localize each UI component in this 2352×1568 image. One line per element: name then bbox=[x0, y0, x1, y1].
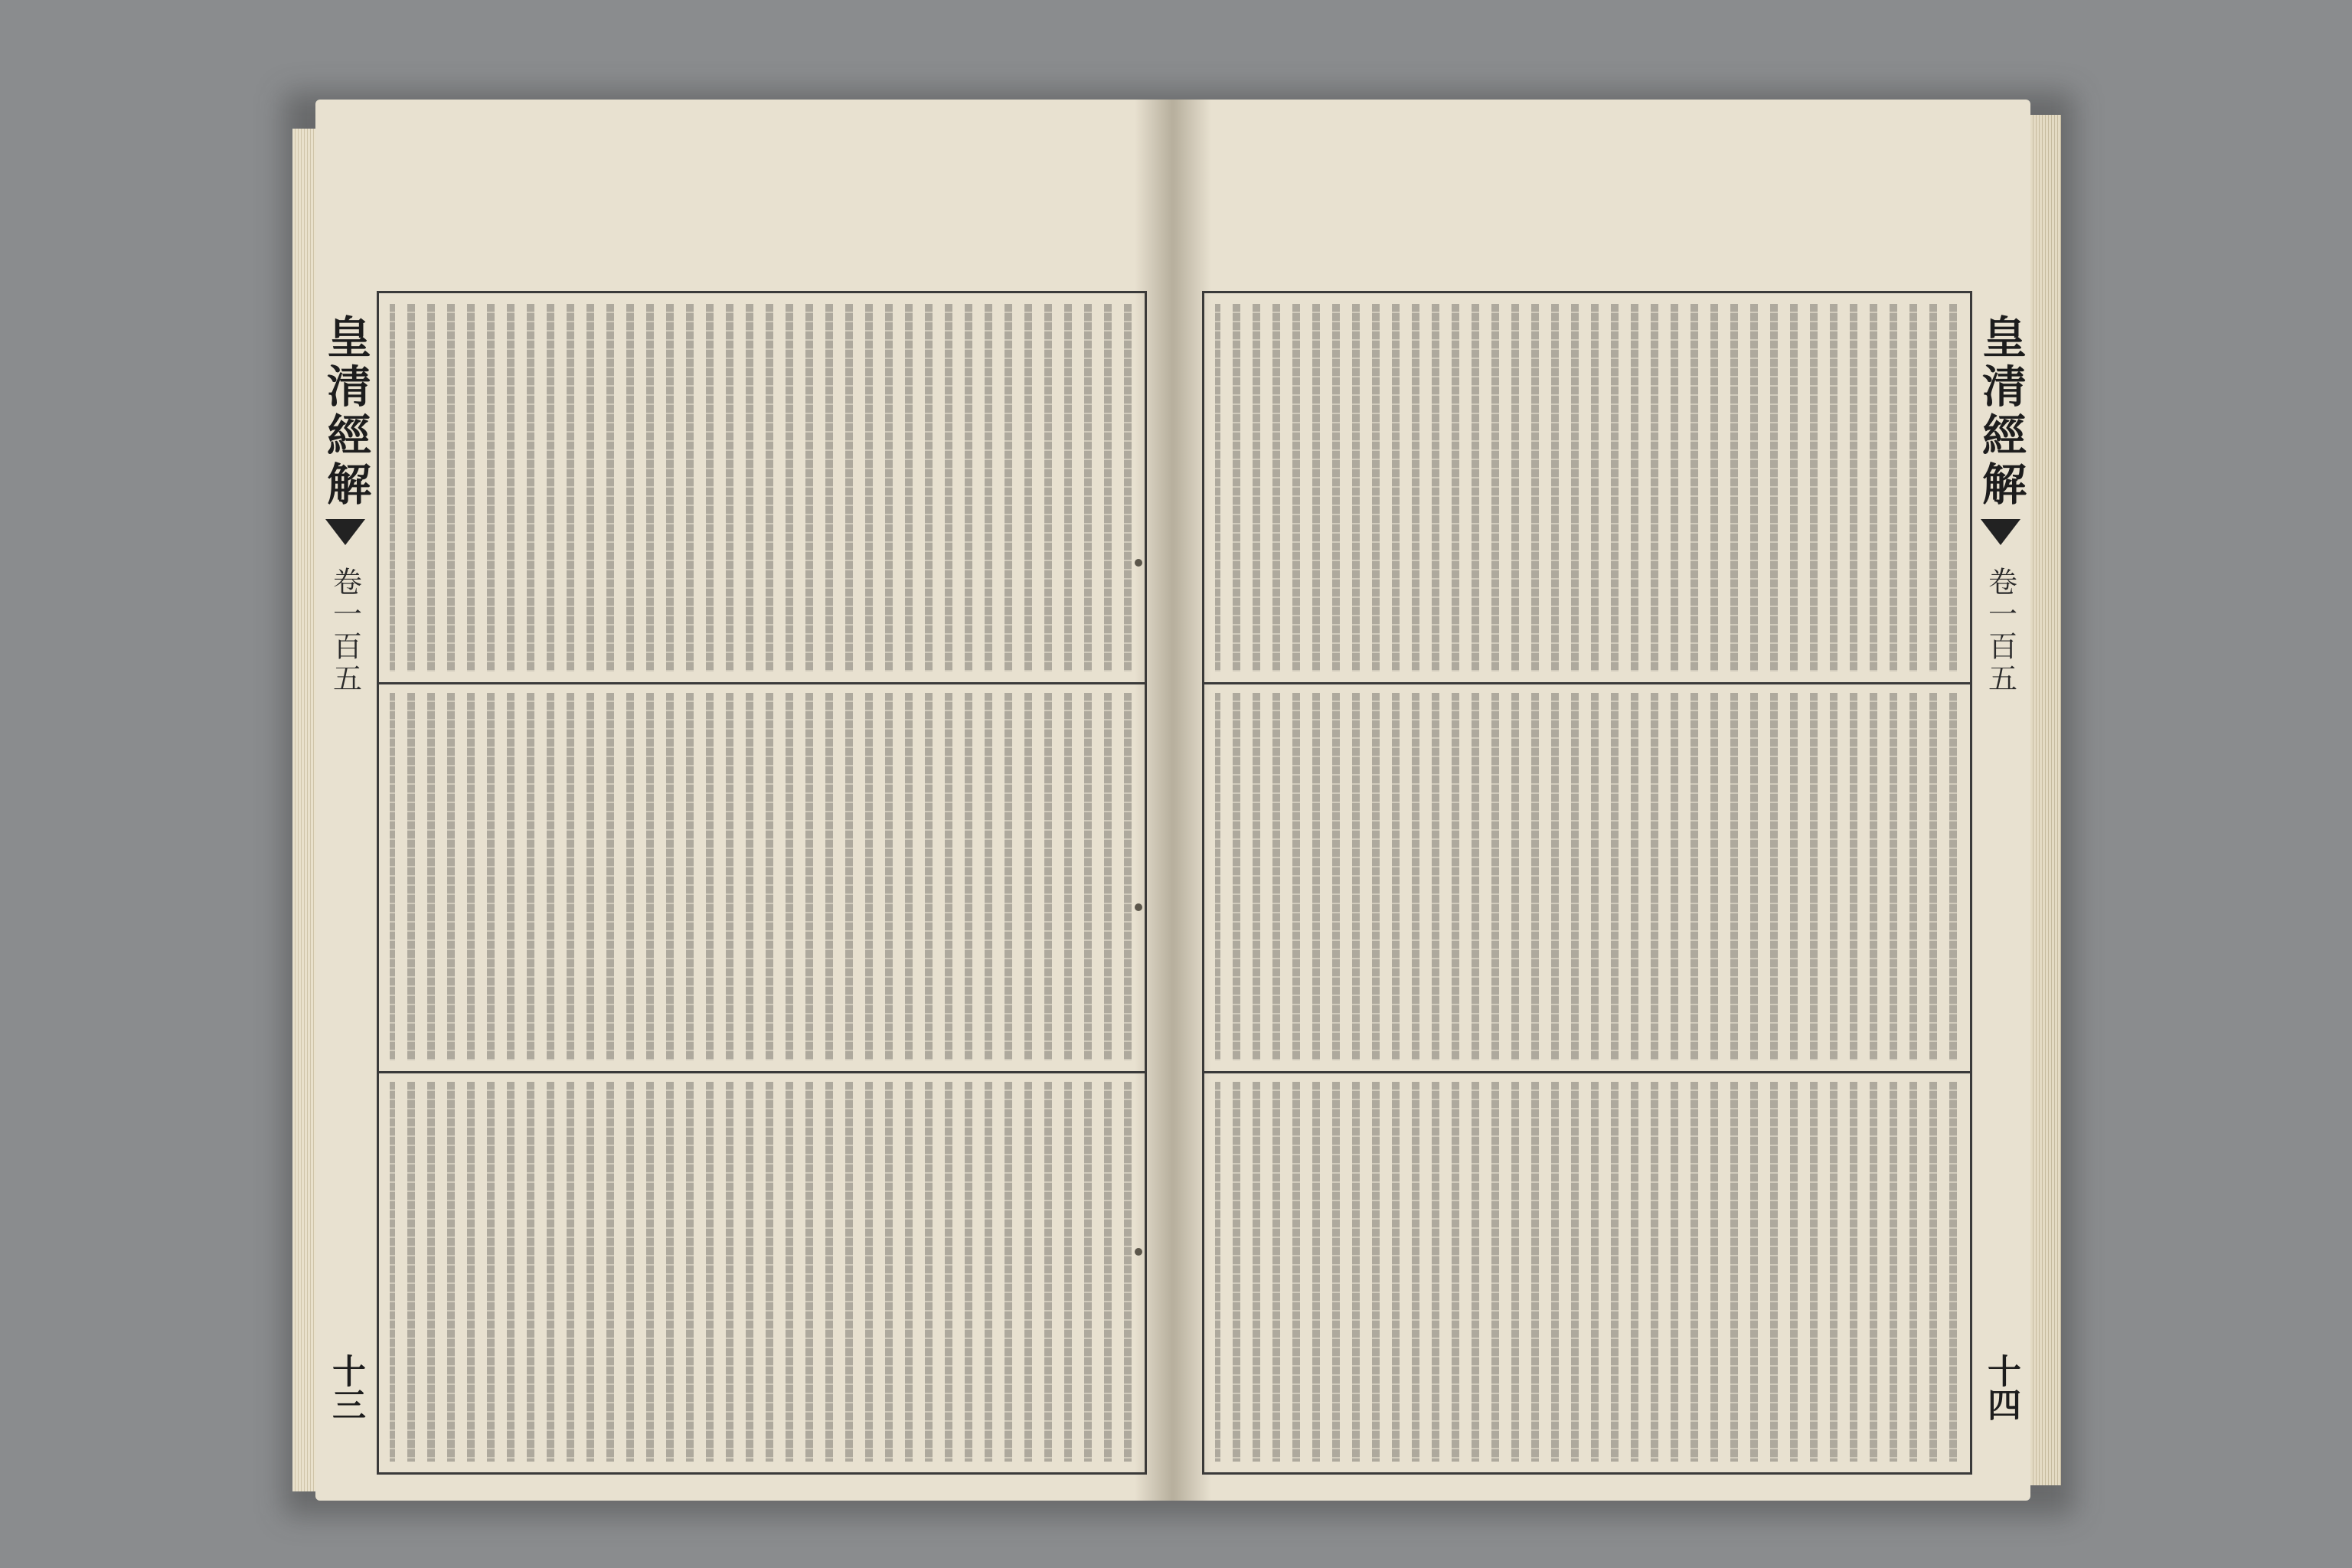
text-columns bbox=[390, 304, 1134, 671]
fish-tail-mark bbox=[325, 519, 365, 545]
right-section-bottom bbox=[1204, 1071, 1970, 1472]
right-page-number: 十四 bbox=[1981, 1354, 2020, 1421]
fish-tail-mark bbox=[1981, 519, 2020, 545]
text-columns bbox=[390, 1082, 1134, 1462]
text-columns bbox=[390, 693, 1134, 1060]
text-columns bbox=[1215, 1082, 1959, 1462]
left-page bbox=[315, 100, 1173, 1501]
right-text-frame bbox=[1202, 291, 1972, 1475]
left-margin-title: 皇清經解 bbox=[319, 314, 371, 510]
right-margin-title: 皇清經解 bbox=[1975, 314, 2027, 510]
right-page bbox=[1173, 100, 2030, 1501]
left-page-number: 十三 bbox=[326, 1354, 365, 1421]
text-columns bbox=[1215, 304, 1959, 671]
text-columns bbox=[1215, 693, 1959, 1060]
left-section-middle bbox=[379, 682, 1145, 1071]
right-section-top bbox=[1204, 293, 1970, 682]
left-text-frame bbox=[377, 291, 1147, 1475]
left-page-margin bbox=[315, 291, 375, 1475]
book-gutter bbox=[1135, 100, 1211, 1501]
left-margin-volume: 卷一百五 bbox=[328, 567, 362, 695]
right-section-middle bbox=[1204, 682, 1970, 1071]
left-section-top bbox=[379, 293, 1145, 682]
right-margin-volume: 卷一百五 bbox=[1983, 567, 2017, 695]
left-section-bottom bbox=[379, 1071, 1145, 1472]
right-page-margin bbox=[1971, 291, 2030, 1475]
